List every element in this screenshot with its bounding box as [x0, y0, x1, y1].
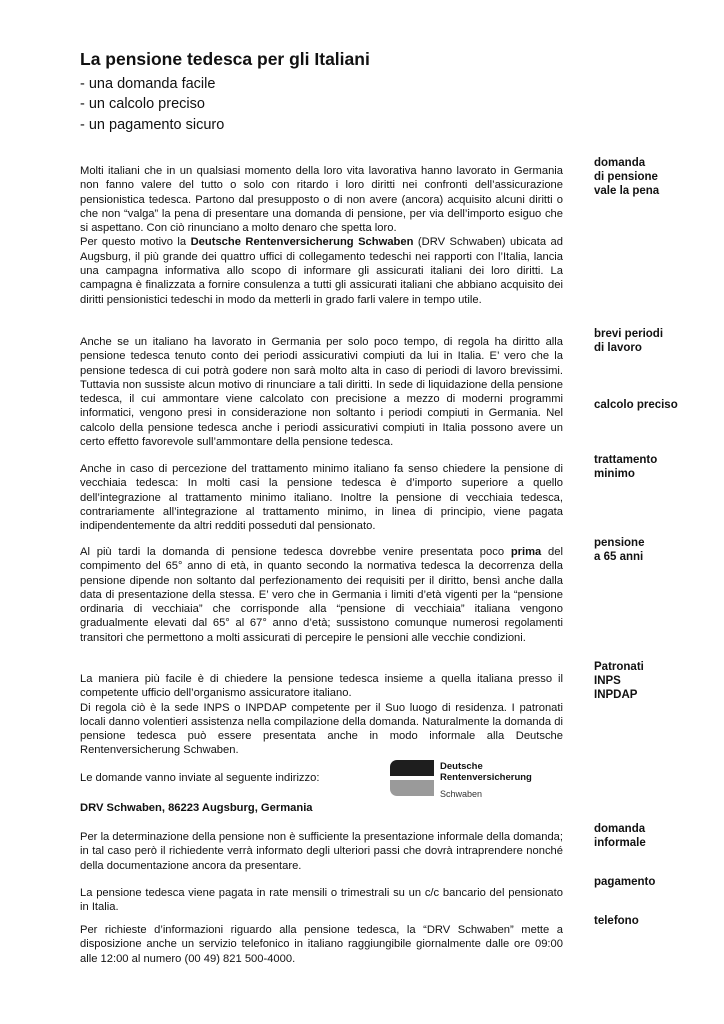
margin-note-pensione-65: pensione a 65 anni: [594, 537, 645, 563]
paragraph-minimum: Anche in caso di percezione del trattamento minimo italiano fa senso chiedere la pensione di vecchiaia tedesca: In molti casi la pensione tedesca è d’importo superiore a quello dell’integrazione al trattamento minimo italiano. Inoltre la pensione di vecchiaia tedesca, contrariamente all’integrazione al trattamento minimo, in linea di principio, viene pagata indipendentemente da altri redditi posseduti dal pensionato.: [80, 463, 563, 533]
margin-note-domanda: domanda di pensione vale la pena: [594, 157, 660, 197]
margin-note-calcolo: calcolo preciso: [594, 399, 678, 411]
paragraph-intro-text: Molti italiani che in un qualsiasi momento della loro vita lavorativa hanno lavorato in Germania non fanno valere del tutto o solo con ritardo i loro diritti nei confronti dell’assicurazione pensionistica tedesca. Partono dal presupposto o di non avere (ancora) acquisito alcuni diritti o che non “valga” la pena di presentare una domanda di pensione, per via dell’importo esiguo che si aspettano. Con ciò rinunciano a molto denaro che spetta loro.: [80, 165, 563, 235]
margin-note-pagamento: pagamento: [594, 876, 656, 888]
drv-logo-mark: [390, 757, 434, 801]
margin-note-informale: domanda informale: [594, 823, 646, 849]
drv-logo-text: Deutsche Rentenversicherung: [440, 761, 532, 783]
paragraph-patronati: [80, 672, 563, 758]
drv-logo-sub: Schwaben: [440, 789, 483, 799]
paragraph-patronati-a: La maniera più facile è di chiedere la pensione tedesca insieme a quella italiana presso il competente ufficio dell’organismo assicuratore italiano.: [80, 673, 563, 700]
subtitle-line-2: - un calcolo preciso: [80, 96, 205, 112]
margin-note-patronati: Patronati INPS INPDAP: [594, 661, 644, 701]
margin-note-trattamento: trattamento minimo: [594, 454, 658, 480]
address-intro: Le domande vanno inviate al seguente indirizzo:: [80, 772, 320, 784]
drv-name: Deutsche Rentenversicherung Schwaben: [190, 236, 414, 249]
page-title: La pensione tedesca per gli Italiani: [80, 49, 370, 69]
emphasis-prima: prima: [510, 546, 542, 558]
margin-note-brevi-periodi: brevi periodi di lavoro: [594, 328, 664, 354]
subtitle-line-3: - un pagamento sicuro: [80, 117, 225, 133]
paragraph-informal: Per la determinazione della pensione non è sufficiente la presentazione informale della domanda; in tal caso però il richiedente verrà informato degli ulteriori passi che dovrà intraprendere nonché della documentazione ancora da presentare.: [80, 831, 563, 872]
address: DRV Schwaben, 86223 Augsburg, Germania: [80, 802, 313, 814]
paragraph-short-periods: Anche se un italiano ha lavorato in Germania per solo poco tempo, di regola ha diritto alla pensione tedesca tenuto conto dei periodi assicurativi compiuti da lui in Italia. E’ vero che la pensione tedesca di cui potrà godere non sarà molto alta in caso di periodi di lavoro brevissimi. Tuttavia non sussiste alcun motivo di rinunciare a tali diritti. In sede di liquidazione della pensione tedesca, il cui ammontare viene calcolato con precisione a mezzo di moderni programmi informatici, vengono presi in considerazione non soltanto i periodi compiuti in Germania. Nel calcolo della pensione tedesca anche i periodi assicurativi compiuti in Italia possono avere un certo effetto favorevole sull’ammontare della pensione tedesca.: [80, 336, 563, 449]
paragraph-phone: Per richieste d’informazioni riguardo alla pensione tedesca, la “DRV Schwaben” mette a disposizione anche un servizio telefonico in italiano raggiungibile giornalmente dalle ore 09:00 alle 12:00 al numero (00 49) 821 500-4000.: [80, 924, 563, 965]
paragraph-intro: [80, 164, 563, 307]
paragraph-patronati-b: Di regola ciò è la sede INPS o INPDAP competente per il Suo luogo di residenza. I patronati locali danno volentieri assistenza nella compilazione della domanda. Naturalmente la domanda di pensione tedesca può essere presentata anche in modo informale alla Deutsche Rentenversicherung Schwaben.: [80, 701, 563, 757]
drv-logo: [390, 757, 538, 807]
margin-note-telefono: telefono: [594, 915, 639, 927]
paragraph-age-65: Al più tardi la domanda di pensione tedesca dovrebbe venire presentata poco prima del compimento del 65° anno di età, in quanto secondo la normativa tedesca la decorrenza della pensione dipende non soltanto dal perfezionamento dei requisiti per il diritto, bensì anche dalla data di presentazione della stessa. E’ vero che in Germania i limiti d’età vigenti per la “pensione ordinaria di vecchiaia” che corrisponde alla “pensione di vecchiaia” italiana vengono gradualmente elevati dal 65° al 67° anno d’età; sussistono comunque numerosi regolamenti transitori che permettono a molti assicurati di percepire le pensioni alle vecchie condizioni.: [80, 546, 563, 644]
paragraph-campaign: Per questo motivo la Deutsche Rentenversicherung Schwaben (DRV Schwaben) ubicata ad Augsburg, il più grande dei quattro uffici di collegamento tedeschi nei rapporti con l’Italia, lancia una campagna informativa allo scopo di informare gli assicurati italiani dei loro diritti. La campagna è finalizzata a fornire consulenza a tutti gli assicurati italiani che abbiano acquisito dei diritti pensionistici tedeschi in modo da metterli in grado farli valere in tempo utile.: [80, 236, 563, 306]
subtitle-line-1: - una domanda facile: [80, 76, 216, 92]
paragraph-payment: La pensione tedesca viene pagata in rate mensili o trimestrali su un c/c bancario del pensionato in Italia.: [80, 887, 563, 914]
